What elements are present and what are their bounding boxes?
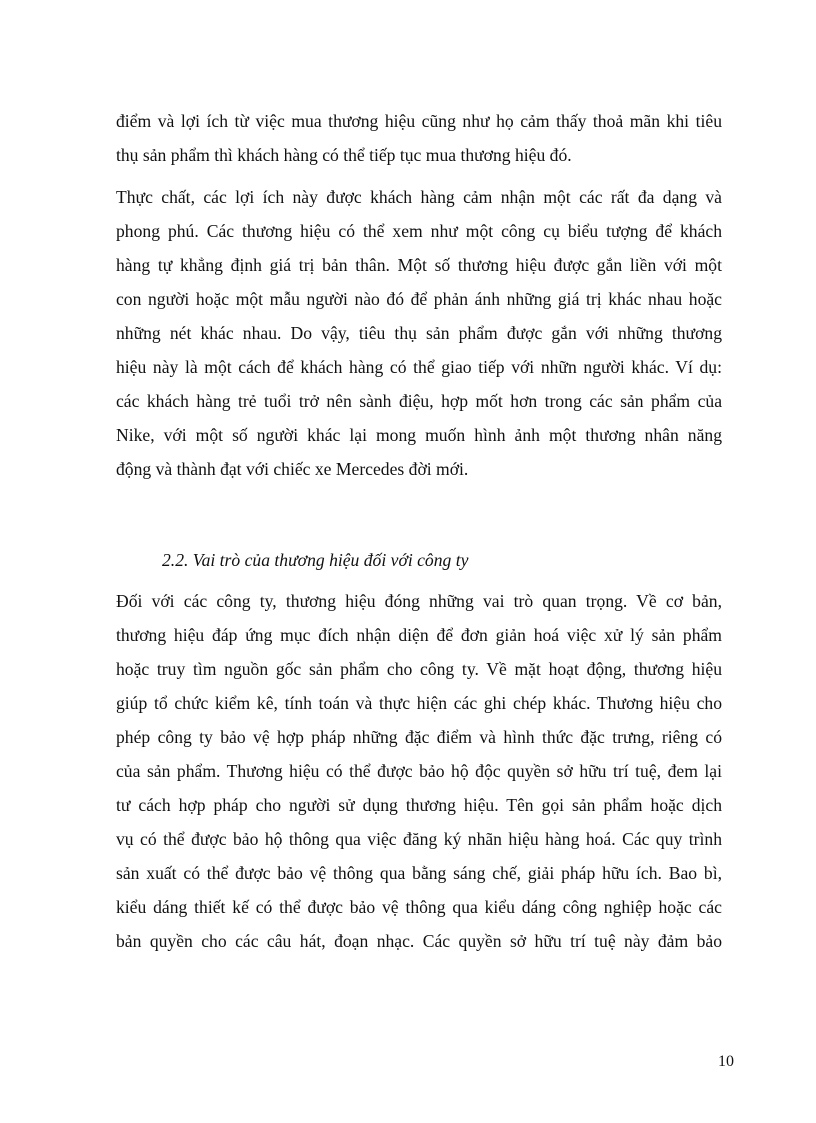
- text-line: động và thành đạt với chiếc xe Mercedes đời mới.: [116, 459, 469, 479]
- text-line: sản xuất có thể được bảo vệ thông qua bằng sáng chế, giải pháp hữu ích. Bao bì,: [116, 863, 722, 883]
- text-line: bản quyền cho các câu hát, đoạn nhạc. Các quyền sở hữu trí tuệ này đảm bảo: [116, 931, 722, 951]
- text-line: của sản phẩm. Thương hiệu có thể được bảo hộ độc quyền sở hữu trí tuệ, đem lại: [116, 761, 722, 781]
- text-line: điểm và lợi ích từ việc mua thương hiệu cũng như họ cảm thấy thoả mãn khi tiêu: [116, 111, 722, 131]
- text-line: thương hiệu đáp ứng mục đích nhận diện để đơn giản hoá việc xử lý sản phẩm: [116, 625, 722, 645]
- paragraph-1: [116, 104, 722, 172]
- page-number: 10: [718, 1053, 734, 1070]
- text-line: Thực chất, các lợi ích này được khách hàng cảm nhận một các rất đa dạng và: [116, 187, 722, 207]
- text-line: phong phú. Các thương hiệu có thể xem như một công cụ biểu tượng để khách: [116, 221, 722, 241]
- text-line: những nét khác nhau. Do vậy, tiêu thụ sản phẩm được gắn với những thương: [116, 323, 722, 343]
- text-line: giúp tổ chức kiểm kê, tính toán và thực hiện các ghi chép khác. Thương hiệu cho: [116, 693, 722, 713]
- text-line: tư cách hợp pháp cho người sử dụng thương hiệu. Tên gọi sản phẩm hoặc dịch: [116, 795, 722, 815]
- section-heading: 2.2. Vai trò của thương hiệu đối với công ty: [162, 550, 469, 570]
- text-line: Nike, với một số người khác lại mong muốn hình ảnh một thương nhân năng: [116, 425, 722, 445]
- paragraph-3: [116, 584, 722, 958]
- text-line: Đối với các công ty, thương hiệu đóng những vai trò quan trọng. Về cơ bản,: [116, 591, 722, 611]
- text-line: hoặc truy tìm nguồn gốc sản phẩm cho công ty. Về mặt hoạt động, thương hiệu: [116, 659, 722, 679]
- text-line: các khách hàng trẻ tuổi trở nên sành điệu, hợp mốt hơn trong các sản phẩm của: [116, 391, 722, 411]
- text-line: hàng tự khẳng định giá trị bản thân. Một số thương hiệu được gắn liền với một: [116, 255, 722, 275]
- text-line: hiệu này là một cách để khách hàng có thể giao tiếp với nhữn người khác. Ví dụ:: [116, 357, 722, 377]
- text-line: thụ sản phẩm thì khách hàng có thể tiếp tục mua thương hiệu đó.: [116, 145, 572, 165]
- text-line: con người hoặc một mẫu người nào đó để phản ánh những giá trị khác nhau hoặc: [116, 289, 722, 309]
- text-line: phép công ty bảo vệ hợp pháp những đặc điểm và hình thức đặc trưng, riêng có: [116, 727, 722, 747]
- text-line: vụ có thể được bảo hộ thông qua việc đăng ký nhãn hiệu hàng hoá. Các quy trình: [116, 829, 722, 849]
- paragraph-2: [116, 180, 722, 486]
- text-line: kiểu dáng thiết kế có thể được bảo vệ thông qua kiểu dáng công nghiệp hoặc các: [116, 897, 722, 917]
